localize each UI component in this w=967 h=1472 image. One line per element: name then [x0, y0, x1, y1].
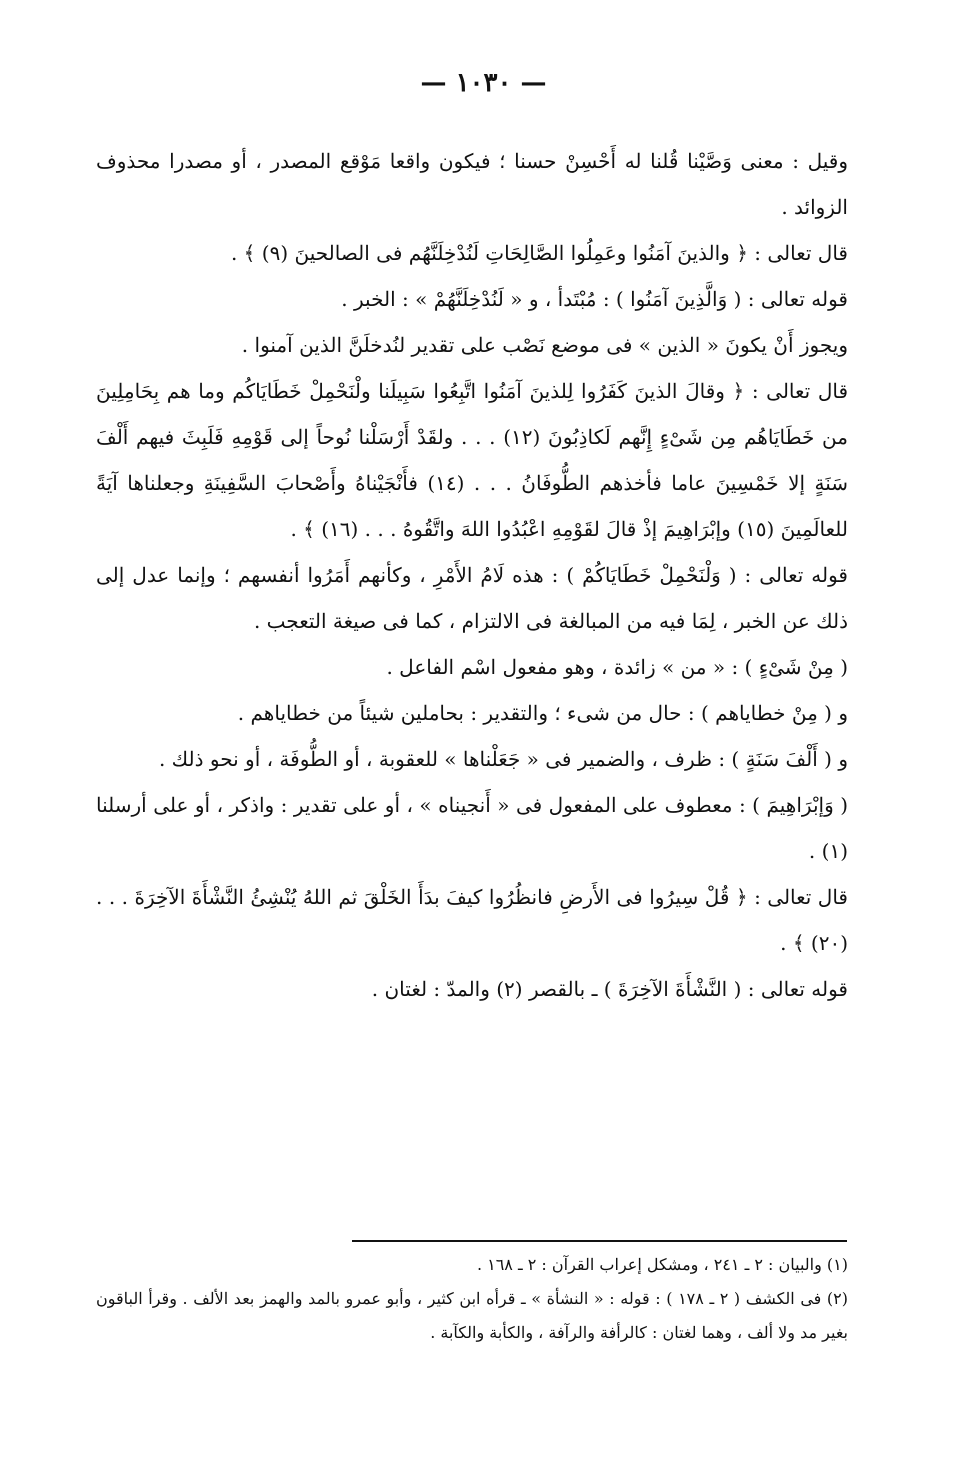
- footnote: (١) والبيان : ٢ ـ ٢٤١ ، ومشكل إعراب القرآن : ٢ ـ ١٦٨ .: [476, 1255, 848, 1274]
- paragraph: وقيل : معنى وَصَّيْنا قُلنا له أَحْسِنْ حسنا ؛ فيكون واقعا مَوْقع المصدر ، أو مصدرا محذوف الزوائد .: [96, 149, 848, 219]
- footnotes: [96, 1248, 848, 1350]
- paragraph: ( مِنْ شَىْءٍ ) : « من » زائدة ، وهو مفعول اسْم الفاعل .: [386, 655, 848, 679]
- paragraph: قوله تعالى : ( وَالَّذِينَ آمَنُوا ) : مُبْتَدأ ، و « لَنُدْخِلَنَّهُمْ » : الخبر .: [341, 287, 848, 311]
- paragraph: و ( مِنْ خطاياهم ) : حال من شىء ؛ والتقدير : بحاملين شيئاً من خطاياهم .: [237, 701, 848, 725]
- page-number: — ١٠٣٠ —: [420, 68, 547, 98]
- paragraph: قال تعالى : ﴿ قُلْ سِيرُوا فى الأَرضِ فانظُرُوا كيفَ بدَأَ الخَلْقَ ثم اللهُ يُنْشِئُ النَّشْأَةَ الآخِرَةَ . . . (٢٠) ﴾ .: [96, 885, 848, 955]
- paragraph: و ( أَلْفَ سَنَةٍ ) : ظرف ، والضمير فى « جَعَلْناها » للعقوبة ، أو الطُّوفَة ، أو نحو ذلك .: [158, 747, 848, 771]
- paragraph: قال تعالى : ﴿ والذينَ آمَنُوا وعَمِلُوا الصَّالِحَاتِ لَنُدْخِلَنَّهُم فى الصالحينَ (٩) ﴾ .: [230, 241, 848, 265]
- paragraph: ( وَإبْرَاهِيمَ ) : معطوف على المفعول فى « أَنجيناه » ، أو على تقدير : واذكر ، أو على أرسلنا (١) .: [96, 793, 848, 863]
- main-text: [96, 138, 848, 1012]
- paragraph: ويجوز أَنْ يكونَ « الذين » فى موضع نَصْب على تقدير لنُدخلَنَّ الذين آمنوا .: [241, 333, 848, 357]
- footnote: (٢) فى الكشف ( ٢ ـ ١٧٨ ) : قوله : « النشأة » ـ قرأه ابن كثير ، وأبو عمرو بالمد والهمز بعد الألف . وقرأ الباقون بغير مد ولا ألف ، وهما لغتان : كالرأفة والرآفة ، والكأبة والكآبة .: [96, 1289, 849, 1342]
- paragraph: قوله تعالى : ( النَّشْأَةَ الآخِرَةَ ) ـ بالقصر (٢) والمدّ : لغتان .: [371, 977, 848, 1001]
- paragraph: قال تعالى : ﴿ وقالَ الذينَ كَفَرُوا لِلذينَ آمَنُوا اتَّبِعُوا سَبِيلَنا ولْنَحْمِلْ خَطَايَاكُم وما هم بِحَامِلِينَ من خَطَايَاهُم مِن شَىْءٍ إِنَّهم لَكاذِبُونَ (١٢) . . . ولقَدْ أَرْسَلْنا نُوحاً إلى قَوْمِهِ فَلَبِثَ فيهم أَلْفَ سَنَةٍ إلا خَمْسِينَ عاما فأخذهم الطُّوفَانُ . . . (١٤) فأَنْجَيْناهُ وأَصْحابَ السَّفِينَةِ وجعلناها آيَةً للعالَمِينَ (١٥) وإبْرَاهِيمَ إذْ قالَ لقَوْمِهِ اعْبُدُوا اللهَ واتَّقُوهُ . . . (١٦) ﴾ .: [96, 379, 848, 541]
- footnote-divider: [352, 1240, 847, 1242]
- paragraph: قوله تعالى : ( وَلْنَحْمِلْ خَطَايَاكُمْ ) : هذه لَامُ الأَمْرِ ، وكأنهم أَمَرُوا أنفسهم ؛ وإنما عدل إلى ذلك عن الخبر ، لِمَا فيه من المبالغة فى الالتزام ، كما فى صيغة التعجب .: [96, 563, 848, 633]
